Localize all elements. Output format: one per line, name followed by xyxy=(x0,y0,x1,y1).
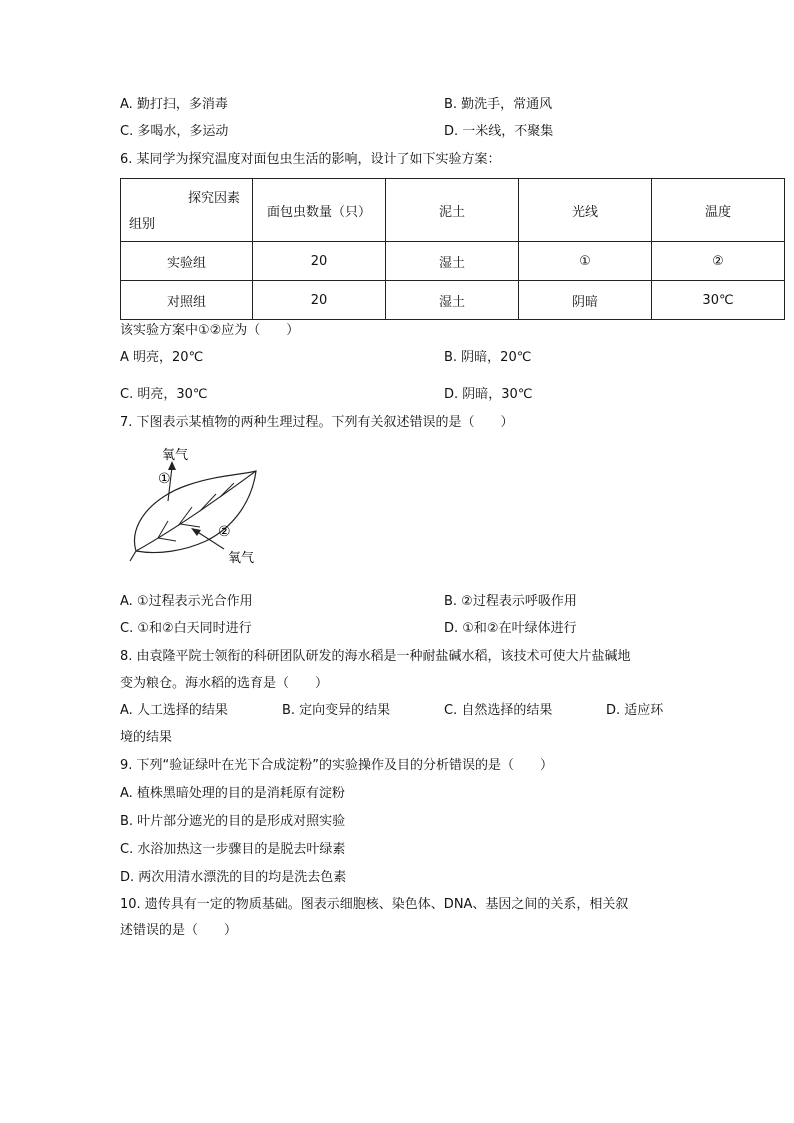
corner-group-label: 组别 xyxy=(129,217,156,232)
q6-option-d: D. 阴暗，30℃ xyxy=(444,387,533,402)
table-cell: 湿土 xyxy=(386,281,519,320)
q8-option-a: A. 人工选择的结果 xyxy=(120,703,228,718)
q5-option-d: D. 一米线，不聚集 xyxy=(444,124,554,139)
leaf-outline xyxy=(134,471,256,553)
row-group-label: 对照组 xyxy=(121,281,253,320)
label-oxygen-bottom: 氧气 xyxy=(228,551,255,566)
table-cell: ② xyxy=(652,242,785,281)
table-cell: 湿土 xyxy=(386,242,519,281)
leaf-stem xyxy=(130,551,136,561)
table-cell: 30℃ xyxy=(652,281,785,320)
q9-option-a: A. 植株黑暗处理的目的是消耗原有淀粉 xyxy=(120,786,345,801)
q8-stem-line2: 变为粮仓。海水稻的选育是（ ） xyxy=(120,676,329,691)
q5-option-a: A. 勤打扫，多消毒 xyxy=(120,97,228,112)
header-temperature: 温度 xyxy=(652,179,785,242)
q6-stem: 6. 某同学为探究温度对面包虫生活的影响，设计了如下实验方案： xyxy=(120,152,501,167)
mark-1: ① xyxy=(158,471,171,487)
leaf-vein xyxy=(178,507,192,526)
leaf-vein xyxy=(220,483,234,497)
q5-option-b: B. 勤洗手，常通风 xyxy=(444,97,553,112)
leaf-diagram xyxy=(122,445,272,570)
q6-option-a: A 明亮，20℃ xyxy=(120,350,204,365)
leaf-vein xyxy=(200,494,216,511)
q7-stem: 7. 下图表示某植物的两种生理过程。下列有关叙述错误的是（ ） xyxy=(120,415,514,430)
mark-2: ② xyxy=(218,524,231,540)
table-cell: 阴暗 xyxy=(519,281,652,320)
q10-stem-line1: 10. 遗传具有一定的物质基础。图表示细胞核、染色体、DNA、基因之间的关系，相关叙 xyxy=(120,897,629,912)
q7-option-c: C. ①和②白天同时进行 xyxy=(120,621,252,636)
q8-stem-line1: 8. 由袁隆平院士领衔的科研团队研发的海水稻是一种耐盐碱水稻，该技术可使大片盐碱地 xyxy=(120,649,631,664)
q8-option-c: C. 自然选择的结果 xyxy=(444,703,553,718)
table-cell: ① xyxy=(519,242,652,281)
table-cell: 20 xyxy=(253,242,386,281)
q9-option-d: D. 两次用清水漂洗的目的均是洗去色素 xyxy=(120,870,347,885)
row-group-label: 实验组 xyxy=(121,242,253,281)
q6-option-c: C. 明亮，30℃ xyxy=(120,387,208,402)
table-header-row xyxy=(121,179,785,242)
q6-option-b: B. 阴暗，20℃ xyxy=(444,350,532,365)
q8-option-d: D. 适应环 xyxy=(606,703,664,718)
q9-option-c: C. 水浴加热这一步骤目的是脱去叶绿素 xyxy=(120,842,346,857)
table-corner-cell xyxy=(121,179,253,242)
q8-option-b: B. 定向变异的结果 xyxy=(282,703,391,718)
corner-factor-label: 探究因素 xyxy=(187,191,240,206)
q8-option-d-continued: 境的结果 xyxy=(120,730,173,745)
q7-option-a: A. ①过程表示光合作用 xyxy=(120,594,253,609)
label-oxygen-top: 氧气 xyxy=(162,448,189,463)
leaf-vein xyxy=(180,524,200,527)
q10-stem-line2: 述错误的是（ ） xyxy=(120,923,238,938)
header-light: 光线 xyxy=(519,179,652,242)
table-cell: 20 xyxy=(253,281,386,320)
table-row xyxy=(121,281,785,320)
leaf-vein xyxy=(158,538,176,541)
q9-option-b: B. 叶片部分遮光的目的是形成对照实验 xyxy=(120,814,346,829)
q5-option-c: C. 多喝水，多运动 xyxy=(120,124,229,139)
header-soil: 泥土 xyxy=(386,179,519,242)
experiment-table xyxy=(120,178,785,320)
q6-prompt: 该实验方案中①②应为（ ） xyxy=(120,323,300,338)
header-count: 面包虫数量（只） xyxy=(253,179,386,242)
table-row xyxy=(121,242,785,281)
arrow-2-head xyxy=(191,528,201,536)
q9-stem: 9. 下列“验证绿叶在光下合成淀粉”的实验操作及目的分析错误的是（ ） xyxy=(120,758,554,773)
q7-option-b: B. ②过程表示呼吸作用 xyxy=(444,594,577,609)
q7-option-d: D. ①和②在叶绿体进行 xyxy=(444,621,577,636)
